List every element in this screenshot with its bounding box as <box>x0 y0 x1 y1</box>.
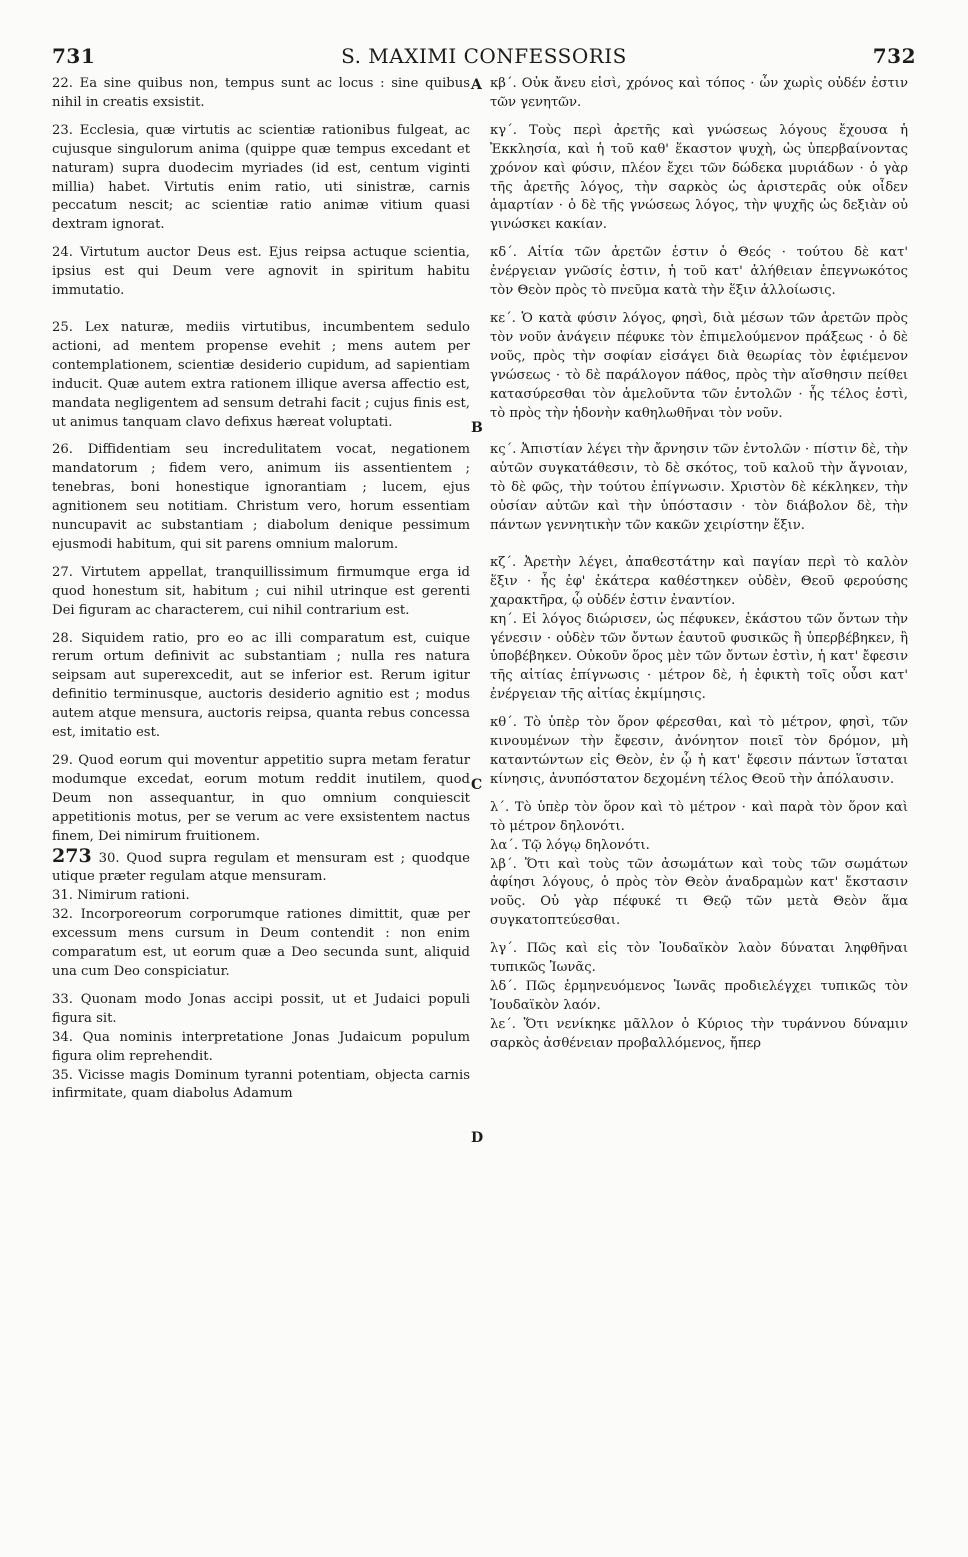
greek-column <box>490 75 908 1054</box>
greek-paragraph-29: κθ΄. Τὸ ὑπὲρ τὸν ὅρον φέρεσθαι, καὶ τὸ μέτρον, φησὶ, τῶν κινουμένων τὴν ἔφεσιν, ἀνόνητον ποιεῖ τὸν δρόμον, μὴ καταντώντων εἰς Θεὸν, ἐν ᾧ ἡ κατ' ἔφεσιν πάντων ἵσταται κίνησις, ἀνυπόστατον δεχομένη τέλος Θεοῦ τὴν ἀπόλαυσιν. <box>490 715 908 787</box>
greek-paragraph-22: κβ΄. Οὐκ ἄνευ εἰσὶ, χρόνος καὶ τόπος · ὧν χωρὶς οὐδέν ἐστιν τῶν γενητῶν. <box>490 76 908 110</box>
latin-paragraph-30-text: 30. Quod supra regulam et mensuram est ; quodque utique præter regulam atque mensuram. <box>52 850 470 885</box>
latin-paragraph-34: 34. Qua nominis interpretatione Jonas Judaicum populum figura olim reprehendit. <box>52 1029 470 1064</box>
greek-paragraph-23: κγ΄. Τοὺς περὶ ἀρετῆς καὶ γνώσεως λόγους ἔχουσα ἡ Ἐκκλησία, καὶ ἡ τοῦ καθ' ἕκαστον ψυχὴ, ὡς ὑπερβαίνοντας χρόνον καὶ φύσιν, πλέον ἔχει τῶν δώδεκα μυριάδων · ὁ γὰρ τῆς ἀρετῆς λόγος, τὴν σαρκὸς ὡς ἀριστερᾶς οὐκ οἶδεν ἁμαρτίαν · ὁ δὲ τῆς γνώσεως λόγος, τὴν ψυχῆς ὡς δεξιὰν οὐ γινώσκει κακίαν. <box>490 122 908 233</box>
greek-paragraph-25: κε΄. Ὁ κατὰ φύσιν λόγος, φησὶ, διὰ μέσων τῶν ἀρετῶν πρὸς τὸν νοῦν ἀνάγειν πέφυκε τὸν ἐπιμελούμενον πράξεως · ὁ δὲ νοῦς, πρὸς τὴν σοφίαν εἰσάγει διὰ θεωρίας τὸν ἐφιέμενον γνώσεως · τὸ δὲ παράλογον πάθος, πρὸς τὴν αἴσθησιν πείθει κατασύρεσθαι τὸν ἀμελοῦντα τῶν ἐντολῶν · ἧς τέλος ἐστὶ, τὸ πρὸς τὴν ἡδονὴν καθηλωθῆναι τὸν νοῦν. <box>490 310 908 421</box>
latin-paragraph-31: 31. Nimirum rationi. <box>52 888 190 904</box>
greek-paragraph-30: λ΄. Τὸ ὑπὲρ τὸν ὅρον καὶ τὸ μέτρον · καὶ παρὰ τὸν ὅρον καὶ τὸ μέτρον δηλονότι. <box>490 799 908 834</box>
latin-paragraph-26: 26. Diffidentiam seu incredulitatem vocat, negationem mandatorum ; fidem vero, animum iis assentientem ; tenebras, boni honestique ignorantiam ; lucem, ejus agnitionem seu notitiam. Christum vero, horum essentiam nuncupavit ac substantiam ; diabolum denique pessimum ejusmodi habitum, qui sit parens omnium malorum. <box>52 442 470 552</box>
page-number-left: 731 <box>52 44 96 68</box>
page-header <box>52 44 916 72</box>
column-marker-a: A <box>471 77 482 93</box>
greek-paragraph-32: λβ΄. Ὅτι καὶ τοὺς τῶν ἀσωμάτων καὶ τοὺς τῶν σωμάτων ἀφίησι λόγους, ὁ πρὸς τὸν Θεὸν ἀναδραμὼν κατ' ἔκστασιν νοῦς. Οὐ γὰρ πέφυκέ τι Θεῷ τῶν μετὰ Θεὸν ἅμα συγκατοπτεύεσθαι. <box>490 856 908 929</box>
latin-paragraph-28: 28. Siquidem ratio, pro eo ac illi comparatum est, cuique rerum ortum definivit ac substantiam ; nulla res natura seipsam aut superexcedit, aut se inferior est. Rerum igitur definitio terminusque, auctoris desiderio agnitio est ; modus autem atque mensura, auctoris reipsa, quanta rebus concessa est, imitatio est. <box>52 630 470 741</box>
column-marker-c: C <box>471 777 483 793</box>
latin-paragraph-33: 33. Quonam modo Jonas accipi possit, ut et Judaici populi figura sit. <box>52 991 470 1026</box>
greek-paragraph-27: κζ΄. Ἀρετὴν λέγει, ἀπαθεστάτην καὶ παγίαν περὶ τὸ καλὸν ἕξιν · ἧς ἐφ' ἑκάτερα καθέστηκεν οὐδὲν, Θεοῦ φερούσης χαρακτῆρα, ᾧ οὐδέν ἐστιν ἐναντίον. <box>490 554 908 608</box>
latin-column <box>52 75 470 1104</box>
greek-paragraph-26: κς΄. Ἀπιστίαν λέγει τὴν ἄρνησιν τῶν ἐντολῶν · πίστιν δὲ, τὴν αὐτῶν συγκατάθεσιν, τὸ δὲ σκότος, τοῦ καλοῦ τὴν ἄγνοιαν, τὸ δὲ φῶς, τὴν τούτου ἐπίγνωσιν. Χριστὸν δὲ κέκληκεν, τὴν οὐσίαν αὐτῶν καὶ τὴν ὑπόστασιν · τὸν διάβολον δὲ, τὴν πάντων γεννητικὴν τῶν κακῶν χειρίστην ἕξιν. <box>490 442 908 534</box>
side-page-number: 273 <box>52 844 92 867</box>
greek-paragraph-28: κη΄. Εἰ λόγος διώρισεν, ὡς πέφυκεν, ἑκάστου τῶν ὄντων τὴν γένεσιν · οὐδὲν τῶν ὄντων ἑαυτοῦ φυσικῶς ἢ ὑπερβέβηκεν, ἢ ὑποβέβηκεν. Οὐκοῦν ὅρος μὲν τῶν ὄντων ἐστὶν, ἡ κατ' ἔφεσιν τῆς αἰτίας ἐπίγνωσις · μέτρον δὲ, ἡ ἐφικτὴ τοῖς οὖσι κατ' ἐνέργειαν τῆς αἰτίας ἐκμίμησις. <box>490 611 908 703</box>
latin-paragraph-29: 29. Quod eorum qui moventur appetitio supra metam feratur modumque excedat, eorum motum reddit inutilem, quod Deum non assequantur, in quo omnium conquiescit appetitionis motus, per se verum ac vere exsistentem nactus finem, Dei nimirum fruitionem. <box>52 753 470 844</box>
running-title: S. MAXIMI CONFESSORIS <box>341 44 627 68</box>
greek-paragraph-33: λγ΄. Πῶς καὶ εἰς τὸν Ἰουδαϊκὸν λαὸν δύναται ληφθῆναι τυπικῶς Ἰωνᾶς. <box>490 941 908 976</box>
greek-paragraph-31: λα΄. Τῷ λόγῳ δηλονότι. <box>490 837 650 853</box>
latin-paragraph-23: 23. Ecclesia, quæ virtutis ac scientiæ rationibus fulgeat, ac cujusque singulorum anima (quippe quæ tempus excedant et naturam) supra duodecim myriades (id est, centum viginti millia) habet. Virtutis enim ratio, uti sinistræ, carnis peccatum nescit; ac scientiæ ratio animæ vitium quasi dextram ignorat. <box>52 122 470 233</box>
latin-paragraph-27: 27. Virtutem appellat, tranquillissimum firmumque erga id quod honestum sit, habitum ; cui nihil utrinque est gerenti Dei figuram ac characterem, cui nihil contrarium est. <box>52 564 470 618</box>
greek-paragraph-24: κδ΄. Αἰτία τῶν ἀρετῶν ἐστιν ὁ Θεός · τούτου δὲ κατ' ἐνέργειαν γνῶσίς ἐστιν, ἡ τοῦ κατ' ἀλήθειαν ἐπεγνωκότος τὸν Θεὸν πρὸς τὸ πνεῦμα κατὰ τὴν ἕξιν ἀλλοίωσις. <box>490 245 908 299</box>
column-marker-d: D <box>471 1130 484 1146</box>
latin-paragraph-30 <box>52 844 470 888</box>
column-marker-b: B <box>471 420 483 436</box>
latin-paragraph-22: 22. Ea sine quibus non, tempus sunt ac locus : sine quibus nihil in creatis exsistit. <box>52 76 470 110</box>
latin-paragraph-35: 35. Vicisse magis Dominum tyranni potentiam, objecta carnis infirmitate, quam diabolus Adamum <box>52 1067 470 1102</box>
page-number-right: 732 <box>872 44 916 68</box>
greek-paragraph-34: λδ΄. Πῶς ἑρμηνευόμενος Ἰωνᾶς προδιελέγχει τυπικῶς τὸν Ἰουδαϊκὸν λαόν. <box>490 978 908 1013</box>
latin-paragraph-25: 25. Lex naturæ, mediis virtutibus, incumbentem sedulo actioni, ad mentem propense evehit ; mens autem per contemplationem, scientiæ desiderio cupidum, ad sapientiam inducit. Quæ autem extra rationem illique aversa affectio est, mandata negligentem ad sensum detrahi facit ; cujus finis est, ut animus tanquam clavo defixus hæreat voluptati. <box>52 319 470 430</box>
latin-paragraph-32: 32. Incorporeorum corporumque rationes dimittit, quæ per excessum mens cursum in Deum contendit : non enim comparatum est, ut eorum quæ a Deo secunda sunt, aliquid una cum Deo conspiciatur. <box>52 907 470 979</box>
greek-paragraph-35: λε΄. Ὅτι νενίκηκε μᾶλλον ὁ Κύριος τὴν τυράννου δύναμιν σαρκὸς ἀσθένειαν προβαλλόμενος, ἤπερ <box>490 1016 908 1051</box>
latin-paragraph-24: 24. Virtutum auctor Deus est. Ejus reipsa actuque scientia, ipsius est qui Deum vere agnovit in spiritum habitu immutatio. <box>52 245 470 299</box>
